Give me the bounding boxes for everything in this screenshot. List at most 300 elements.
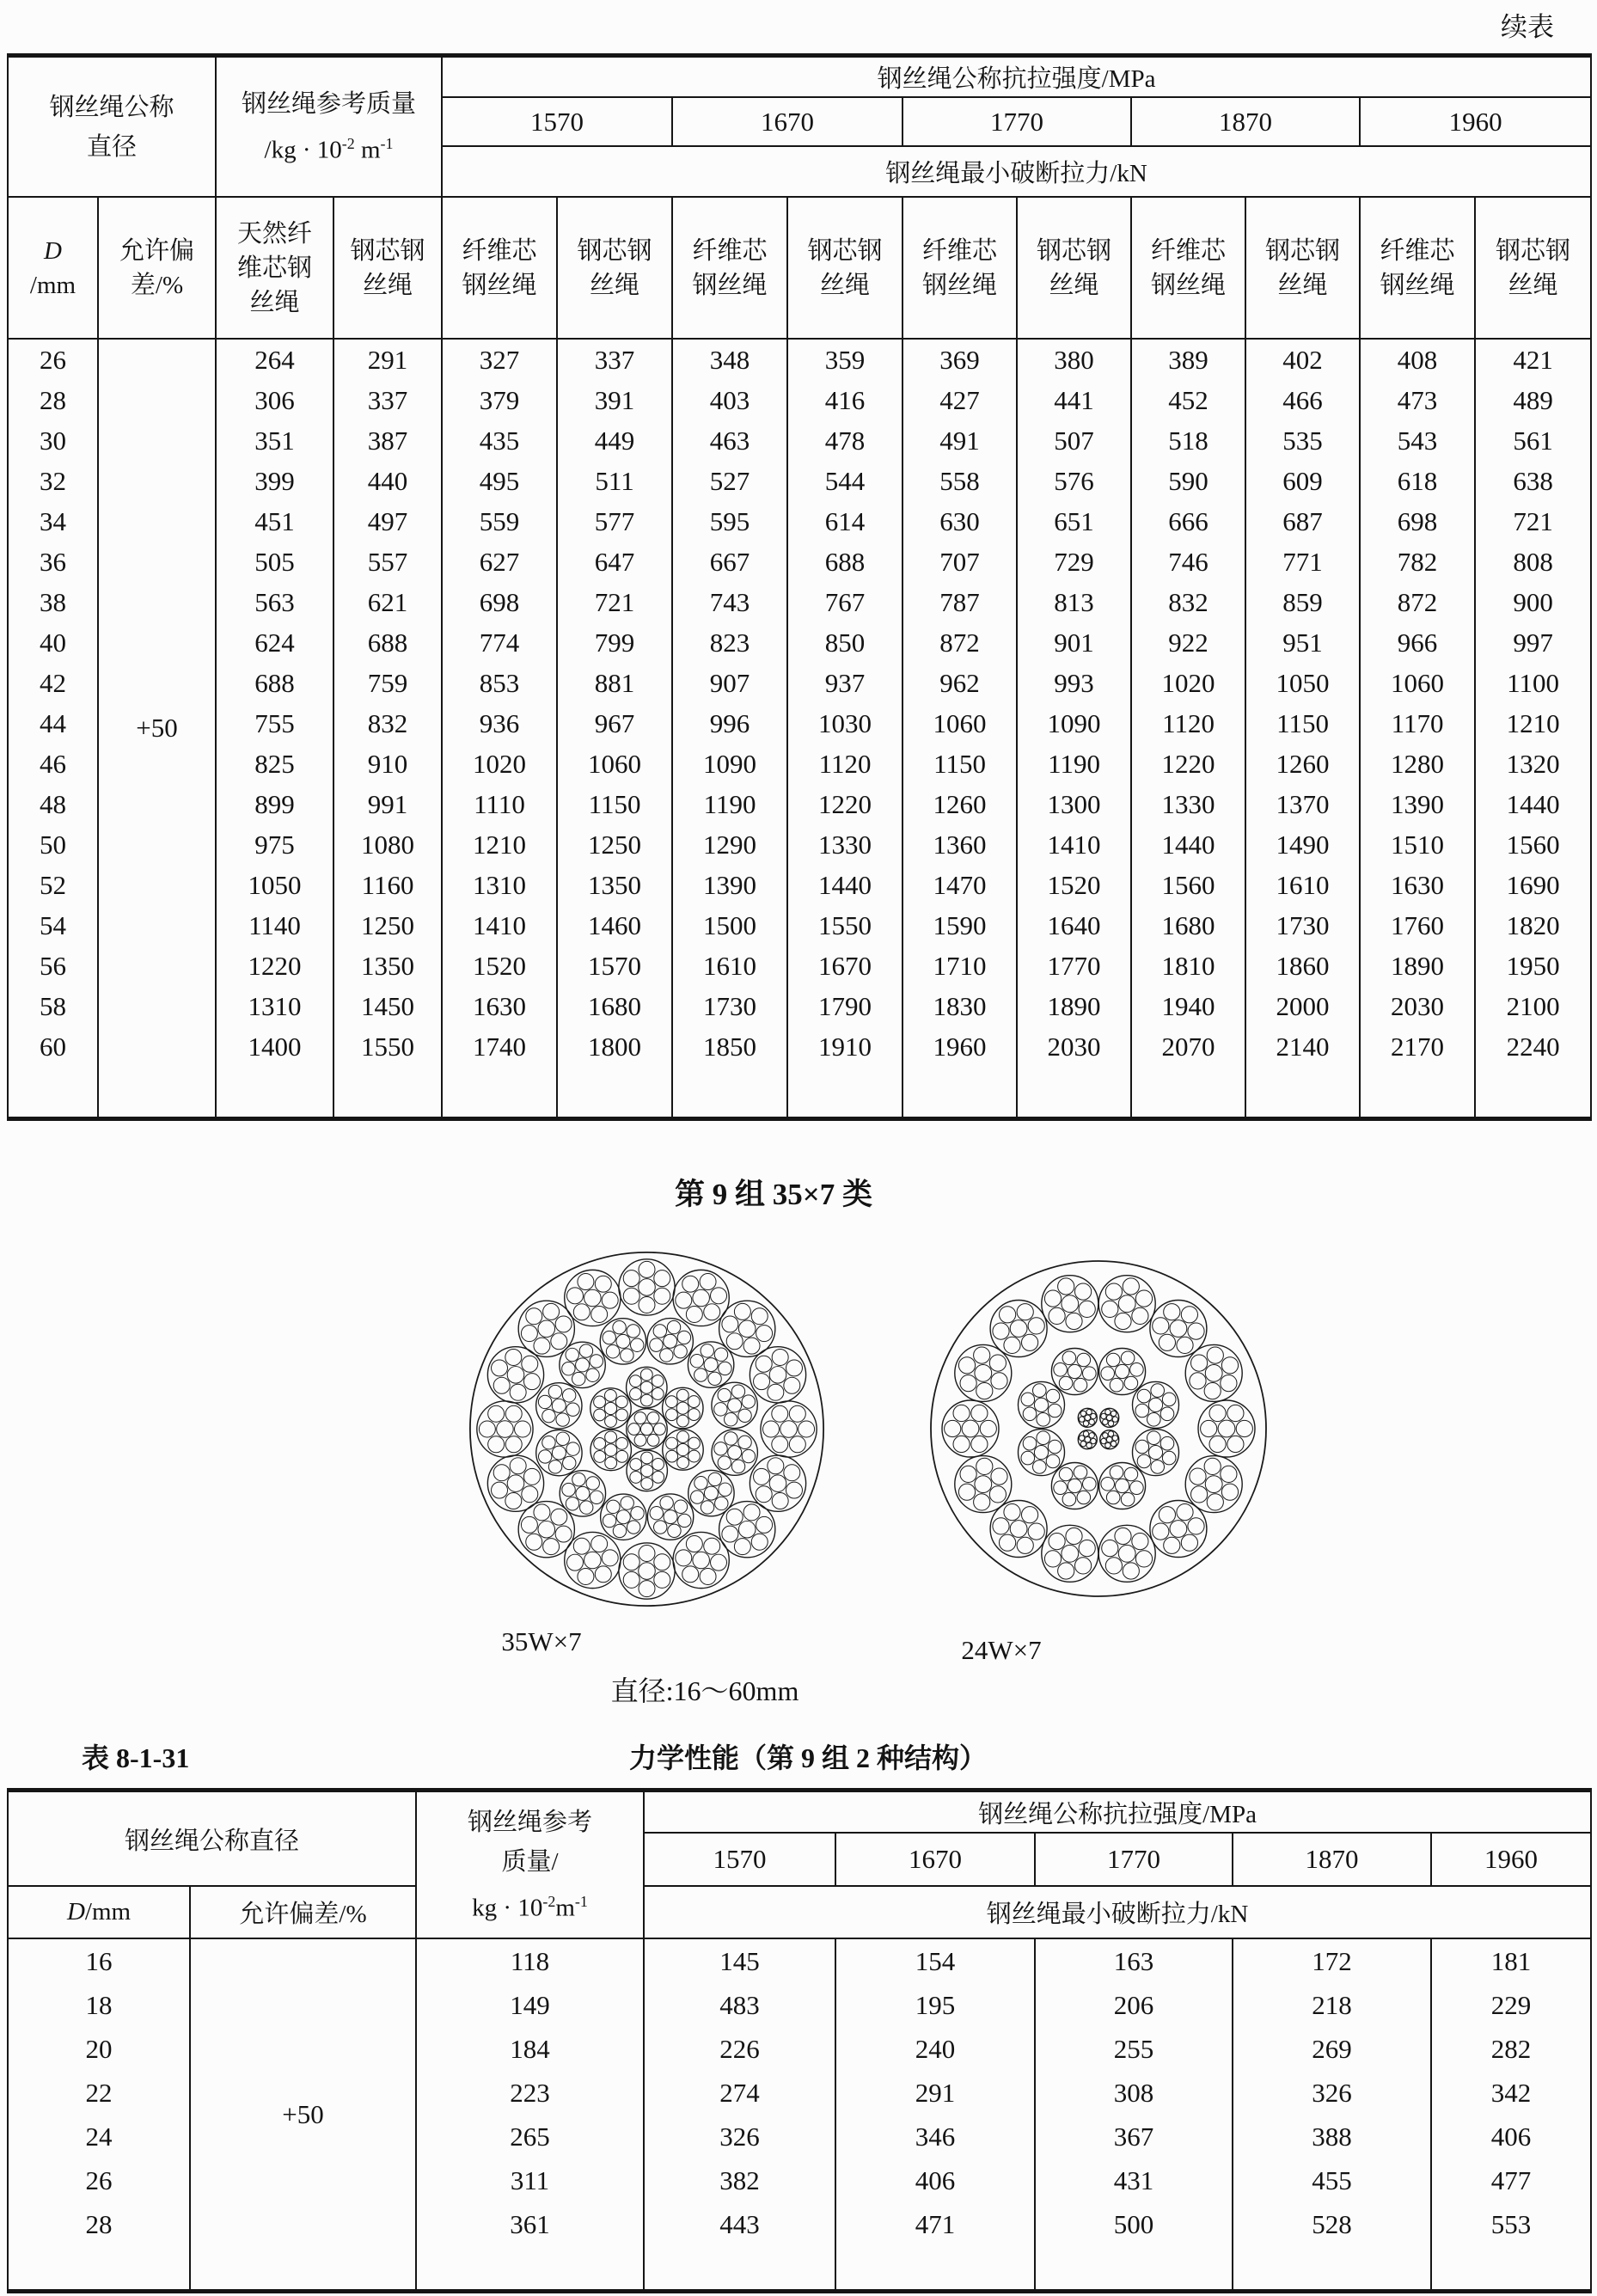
spacer-cell	[8, 1067, 98, 1119]
data-value: 337	[557, 339, 672, 380]
data-value: 535	[1245, 420, 1360, 461]
data-value: 813	[1017, 582, 1131, 622]
data-value: 667	[672, 542, 787, 582]
data-value: 229	[1431, 1983, 1591, 2027]
diameter-value: 40	[8, 622, 98, 663]
data-value: 507	[1017, 420, 1131, 461]
data-value: 1330	[1131, 784, 1245, 824]
data-value: 1300	[1017, 784, 1131, 824]
data-value: 154	[835, 1938, 1035, 1983]
data-value: 1770	[1017, 946, 1131, 986]
data-value: 1830	[903, 986, 1017, 1026]
data-value: 403	[672, 380, 787, 420]
data-value: 518	[1131, 420, 1245, 461]
mechanical-properties-table	[7, 1788, 1592, 2293]
data-value: 195	[835, 1983, 1035, 2027]
data-value: 1680	[1131, 905, 1245, 946]
header-d-mm: D /mm	[8, 197, 98, 339]
diameter-value: 30	[8, 420, 98, 461]
strength-1960: 1960	[1431, 1833, 1591, 1886]
data-value: 853	[442, 663, 557, 703]
data-value: 666	[1131, 501, 1245, 542]
data-value: 937	[787, 663, 903, 703]
data-value: 967	[557, 703, 672, 744]
spacer-cell	[644, 2246, 835, 2292]
data-value: 559	[442, 501, 557, 542]
data-value: 1690	[1475, 865, 1591, 905]
data-value: 975	[216, 824, 333, 865]
data-value: 2000	[1245, 986, 1360, 1026]
header-fiber-core: 纤维芯 钢丝绳	[672, 197, 787, 339]
data-value: 1060	[557, 744, 672, 784]
data-value: 1850	[672, 1026, 787, 1067]
data-value: 832	[1131, 582, 1245, 622]
diameter-value: 24	[8, 2115, 190, 2158]
data-value: 859	[1245, 582, 1360, 622]
data-value: 1400	[216, 1026, 333, 1067]
data-value: 558	[903, 461, 1017, 501]
table-row	[8, 986, 1591, 1026]
data-value: 1940	[1131, 986, 1245, 1026]
data-value: 441	[1017, 380, 1131, 420]
spacer-cell	[835, 2246, 1035, 2292]
header-breaking-force: 钢丝绳最小破断拉力/kN	[644, 1886, 1591, 1938]
data-value: 402	[1245, 339, 1360, 380]
spacer-cell	[8, 2246, 190, 2292]
data-value: 1030	[787, 703, 903, 744]
data-value: 240	[835, 2027, 1035, 2071]
data-value: 427	[903, 380, 1017, 420]
data-value: 1560	[1475, 824, 1591, 865]
data-value: 1890	[1360, 946, 1475, 986]
data-value: 451	[216, 501, 333, 542]
diameter-value: 38	[8, 582, 98, 622]
diameter-value: 26	[8, 2158, 190, 2202]
data-value: 688	[787, 542, 903, 582]
data-value: 900	[1475, 582, 1591, 622]
table-row	[8, 582, 1591, 622]
data-value: 291	[835, 2071, 1035, 2115]
header-fiber-core: 纤维芯 钢丝绳	[1360, 197, 1475, 339]
data-value: 359	[787, 339, 903, 380]
strength-1770: 1770	[1035, 1833, 1233, 1886]
data-value: 471	[835, 2202, 1035, 2246]
data-value: 1890	[1017, 986, 1131, 1026]
spacer-row	[8, 1067, 1591, 1119]
table-row	[8, 663, 1591, 703]
data-value: 1120	[787, 744, 903, 784]
data-value: 489	[1475, 380, 1591, 420]
strength-1670: 1670	[835, 1833, 1035, 1886]
data-value: 379	[442, 380, 557, 420]
section-title-group9: 第 9 组 35×7 类	[675, 1178, 872, 1211]
tolerance-value: +50	[98, 339, 216, 1119]
strength-1570: 1570	[442, 97, 672, 146]
data-value: 1550	[787, 905, 903, 946]
spacer-cell	[1233, 2246, 1431, 2292]
data-value: 1370	[1245, 784, 1360, 824]
data-value: 505	[216, 542, 333, 582]
rope-label-24w7: 24W×7	[961, 1635, 1042, 1665]
data-value: 553	[1431, 2202, 1591, 2246]
data-value: 511	[557, 461, 672, 501]
data-value: 495	[442, 461, 557, 501]
data-value: 361	[416, 2202, 644, 2246]
header-fiber-core: 纤维芯 钢丝绳	[442, 197, 557, 339]
header-reference-mass: 钢丝绳参考质量 $/kg \cdot 10^{-2}$ $m^{-1}$	[216, 56, 442, 198]
rope-label-35w7: 35W×7	[501, 1626, 582, 1656]
data-value: 997	[1475, 622, 1591, 663]
data-value: 443	[644, 2202, 835, 2246]
diameter-value: 60	[8, 1026, 98, 1067]
data-value: 391	[557, 380, 672, 420]
data-value: 1260	[1245, 744, 1360, 784]
header-steel-core: 钢芯钢 丝绳	[787, 197, 903, 339]
data-value: 466	[1245, 380, 1360, 420]
continued-table-label: 续表	[1501, 12, 1554, 42]
data-value: 787	[903, 582, 1017, 622]
header-steel-core: 钢芯钢 丝绳	[1017, 197, 1131, 339]
data-value: 1220	[787, 784, 903, 824]
data-value: 881	[557, 663, 672, 703]
data-value: 996	[672, 703, 787, 744]
data-value: 2140	[1245, 1026, 1360, 1067]
spacer-cell	[1017, 1067, 1131, 1119]
data-value: 951	[1245, 622, 1360, 663]
data-value: 1760	[1360, 905, 1475, 946]
data-value: 351	[216, 420, 333, 461]
data-value: 627	[442, 542, 557, 582]
data-value: 595	[672, 501, 787, 542]
data-value: 1440	[1131, 824, 1245, 865]
data-value: 389	[1131, 339, 1245, 380]
rope-cross-section-35w7-diagram	[464, 1246, 829, 1612]
data-value: 823	[672, 622, 787, 663]
data-value: 1570	[557, 946, 672, 986]
data-value: 1820	[1475, 905, 1591, 946]
diameter-value: 28	[8, 2202, 190, 2246]
data-value: 1490	[1245, 824, 1360, 865]
table2-title: 力学性能（第 9 组 2 种结构）	[628, 1742, 987, 1773]
data-value: 544	[787, 461, 903, 501]
header-steel-core: 钢芯钢 丝绳	[557, 197, 672, 339]
data-value: 223	[416, 2071, 644, 2115]
data-value: 346	[835, 2115, 1035, 2158]
data-value: 782	[1360, 542, 1475, 582]
table-row	[8, 622, 1591, 663]
data-value: 2100	[1475, 986, 1591, 1026]
table-row	[8, 380, 1591, 420]
table-row	[8, 784, 1591, 824]
data-value: 1150	[1245, 703, 1360, 744]
data-value: 337	[333, 380, 442, 420]
mass-unit: kg · $10^{-2}m^{-1}$	[472, 1892, 588, 1922]
diameter-value: 52	[8, 865, 98, 905]
data-value: 1090	[1017, 703, 1131, 744]
data-value: 991	[333, 784, 442, 824]
data-value: 1140	[216, 905, 333, 946]
data-value: 291	[333, 339, 442, 380]
data-value: 707	[903, 542, 1017, 582]
table-row	[8, 339, 1591, 380]
data-value: 416	[787, 380, 903, 420]
mass-unit: $/kg \cdot 10^{-2}$ $m^{-1}$	[264, 134, 394, 164]
data-value: 269	[1233, 2027, 1431, 2071]
spacer-cell	[1245, 1067, 1360, 1119]
data-value: 282	[1431, 2027, 1591, 2071]
data-value: 729	[1017, 542, 1131, 582]
spacer-cell	[333, 1067, 442, 1119]
diameter-value: 32	[8, 461, 98, 501]
strength-1870: 1870	[1131, 97, 1360, 146]
spacer-cell	[1475, 1067, 1591, 1119]
data-value: 576	[1017, 461, 1131, 501]
diameter-value: 36	[8, 542, 98, 582]
data-value: 624	[216, 622, 333, 663]
diameter-value: 44	[8, 703, 98, 744]
data-value: 218	[1233, 1983, 1431, 2027]
table-row	[8, 946, 1591, 986]
data-value: 387	[333, 420, 442, 461]
data-value: 910	[333, 744, 442, 784]
data-value: 2170	[1360, 1026, 1475, 1067]
diameter-range-label: 直径:16～60mm	[610, 1675, 799, 1706]
data-value: 698	[442, 582, 557, 622]
spacer-cell	[1360, 1067, 1475, 1119]
data-value: 746	[1131, 542, 1245, 582]
data-value: 226	[644, 2027, 835, 2071]
data-value: 767	[787, 582, 903, 622]
data-value: 1680	[557, 986, 672, 1026]
data-value: 1350	[557, 865, 672, 905]
tolerance-value: +50	[190, 1938, 416, 2292]
data-value: 1950	[1475, 946, 1591, 986]
data-value: 455	[1233, 2158, 1431, 2202]
table-row	[8, 703, 1591, 744]
header-fiber-core: 纤维芯 钢丝绳	[1131, 197, 1245, 339]
spacer-cell	[787, 1067, 903, 1119]
data-value: 1360	[903, 824, 1017, 865]
spacer-cell	[903, 1067, 1017, 1119]
data-value: 647	[557, 542, 672, 582]
data-value: 1470	[903, 865, 1017, 905]
data-value: 1150	[903, 744, 1017, 784]
data-value: 743	[672, 582, 787, 622]
table-row	[8, 1026, 1591, 1067]
diameter-value: 58	[8, 986, 98, 1026]
data-value: 1290	[672, 824, 787, 865]
data-value: 799	[557, 622, 672, 663]
diameter-value: 26	[8, 339, 98, 380]
data-value: 1860	[1245, 946, 1360, 986]
table-row	[8, 420, 1591, 461]
data-value: 149	[416, 1983, 644, 2027]
data-value: 265	[416, 2115, 644, 2158]
strength-1960: 1960	[1360, 97, 1591, 146]
header-tolerance: 允许偏差/%	[190, 1886, 416, 1938]
diameter-value: 48	[8, 784, 98, 824]
data-value: 1190	[1017, 744, 1131, 784]
data-value: 348	[672, 339, 787, 380]
data-value: 614	[787, 501, 903, 542]
data-value: 1670	[787, 946, 903, 986]
header-nominal-diameter: 钢丝绳公称直径	[8, 1791, 416, 1887]
header-reference-mass: 钢丝绳参考 质量/ kg · $10^{-2}m^{-1}$	[416, 1791, 644, 1939]
data-value: 1790	[787, 986, 903, 1026]
diameter-value: 54	[8, 905, 98, 946]
data-value: 452	[1131, 380, 1245, 420]
data-value: 1610	[672, 946, 787, 986]
data-value: 388	[1233, 2115, 1431, 2158]
data-value: 1450	[333, 986, 442, 1026]
data-value: 808	[1475, 542, 1591, 582]
table-row	[8, 744, 1591, 784]
data-value: 2030	[1017, 1026, 1131, 1067]
data-value: 1630	[1360, 865, 1475, 905]
data-value: 342	[1431, 2071, 1591, 2115]
data-value: 1520	[442, 946, 557, 986]
data-value: 528	[1233, 2202, 1431, 2246]
data-value: 308	[1035, 2071, 1233, 2115]
data-value: 1080	[333, 824, 442, 865]
data-value: 651	[1017, 501, 1131, 542]
data-value: 463	[672, 420, 787, 461]
data-value: 907	[672, 663, 787, 703]
data-value: 1440	[1475, 784, 1591, 824]
data-value: 561	[1475, 420, 1591, 461]
data-value: 1330	[787, 824, 903, 865]
diameter-value: 20	[8, 2027, 190, 2071]
header-steel-core: 钢芯钢 丝绳	[333, 197, 442, 339]
data-value: 563	[216, 582, 333, 622]
data-value: 1250	[557, 824, 672, 865]
data-value: 1630	[442, 986, 557, 1026]
data-value: 936	[442, 703, 557, 744]
table-row	[8, 905, 1591, 946]
data-value: 431	[1035, 2158, 1233, 2202]
data-value: 1730	[672, 986, 787, 1026]
data-value: 1210	[442, 824, 557, 865]
data-value: 832	[333, 703, 442, 744]
data-value: 527	[672, 461, 787, 501]
spacer-cell	[672, 1067, 787, 1119]
data-value: 721	[557, 582, 672, 622]
data-value: 367	[1035, 2115, 1233, 2158]
superscript: -2	[542, 1892, 556, 1910]
header-d-mm: D/mm	[8, 1886, 190, 1938]
data-value: 500	[1035, 2202, 1233, 2246]
diameter-value: 42	[8, 663, 98, 703]
data-value: 1500	[672, 905, 787, 946]
data-value: 118	[416, 1938, 644, 1983]
table-row	[8, 865, 1591, 905]
data-value: 618	[1360, 461, 1475, 501]
data-value: 1460	[557, 905, 672, 946]
data-value: 899	[216, 784, 333, 824]
spacer-cell	[416, 2246, 644, 2292]
header-steel-core: 钢芯钢 丝绳	[1475, 197, 1591, 339]
header-tolerance: 允许偏 差/%	[98, 197, 216, 339]
data-value: 698	[1360, 501, 1475, 542]
header-steel-core: 钢芯钢 丝绳	[1245, 197, 1360, 339]
spacer-cell	[442, 1067, 557, 1119]
data-value: 1160	[333, 865, 442, 905]
data-value: 163	[1035, 1938, 1233, 1983]
data-value: 1910	[787, 1026, 903, 1067]
data-value: 962	[903, 663, 1017, 703]
spacer-cell	[1131, 1067, 1245, 1119]
data-value: 406	[835, 2158, 1035, 2202]
data-value: 306	[216, 380, 333, 420]
data-value: 449	[557, 420, 672, 461]
data-value: 327	[442, 339, 557, 380]
data-value: 380	[1017, 339, 1131, 380]
data-value: 421	[1475, 339, 1591, 380]
data-value: 609	[1245, 461, 1360, 501]
data-value: 1110	[442, 784, 557, 824]
data-value: 590	[1131, 461, 1245, 501]
data-value: 638	[1475, 461, 1591, 501]
table-row	[8, 542, 1591, 582]
data-value: 399	[216, 461, 333, 501]
data-value: 2240	[1475, 1026, 1591, 1067]
spacer-cell	[216, 1067, 333, 1119]
data-value: 311	[416, 2158, 644, 2202]
diameter-value: 16	[8, 1938, 190, 1983]
data-value: 1730	[1245, 905, 1360, 946]
data-value: 497	[333, 501, 442, 542]
diameter-value: 56	[8, 946, 98, 986]
data-value: 478	[787, 420, 903, 461]
data-value: 1100	[1475, 663, 1591, 703]
data-value: 759	[333, 663, 442, 703]
data-value: 406	[1431, 2115, 1591, 2158]
rope-cross-section-24w7-diagram	[927, 1257, 1270, 1601]
header-tensile-strength: 钢丝绳公称抗拉强度/MPa	[644, 1791, 1591, 1834]
data-value: 1150	[557, 784, 672, 824]
header-tensile-strength: 钢丝绳公称抗拉强度/MPa	[442, 56, 1591, 98]
data-value: 721	[1475, 501, 1591, 542]
data-value: 1550	[333, 1026, 442, 1067]
strength-1870: 1870	[1233, 1833, 1431, 1886]
data-value: 1310	[442, 865, 557, 905]
data-value: 1050	[216, 865, 333, 905]
data-value: 774	[442, 622, 557, 663]
data-value: 1250	[333, 905, 442, 946]
strength-1570: 1570	[644, 1833, 835, 1886]
data-value: 1390	[672, 865, 787, 905]
superscript: -1	[574, 1892, 588, 1910]
diameter-value: 34	[8, 501, 98, 542]
data-value: 1710	[903, 946, 1017, 986]
data-value: 255	[1035, 2027, 1233, 2071]
data-value: 172	[1233, 1938, 1431, 1983]
data-value: 1120	[1131, 703, 1245, 744]
data-value: 1280	[1360, 744, 1475, 784]
spacer-cell	[1431, 2246, 1591, 2292]
data-value: 1510	[1360, 824, 1475, 865]
data-value: 145	[644, 1938, 835, 1983]
data-value: 1560	[1131, 865, 1245, 905]
superscript: -2	[341, 134, 355, 152]
data-value: 1410	[442, 905, 557, 946]
table-row	[8, 824, 1591, 865]
data-value: 1520	[1017, 865, 1131, 905]
data-value: 206	[1035, 1983, 1233, 2027]
data-value: 688	[216, 663, 333, 703]
data-value: 1310	[216, 986, 333, 1026]
table-row	[8, 461, 1591, 501]
